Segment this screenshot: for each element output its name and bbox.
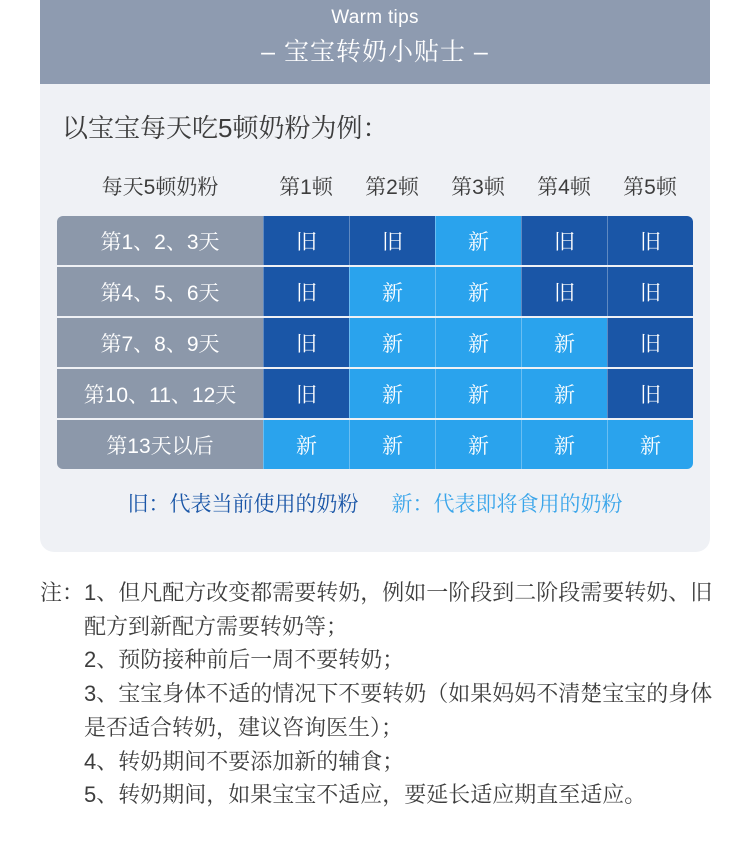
note-item	[84, 576, 712, 643]
note-line: 5、转奶期间，如果宝宝不适应，要延长适应期直至适应。	[84, 782, 647, 808]
feeding-cell: 旧	[607, 318, 693, 367]
column-header-row	[57, 170, 693, 206]
feeding-cell: 旧	[263, 216, 349, 265]
example-caption: 以宝宝每天吃5顿奶粉为例：	[62, 113, 389, 143]
column-header-meal-2: 第2顿	[365, 176, 419, 199]
column-header-meal-5: 第5顿	[623, 176, 677, 199]
header-subtitle-en: Warm tips	[331, 7, 419, 28]
tips-card	[40, 0, 710, 552]
note-line: 是否适合转奶，建议咨询医生）；	[84, 714, 404, 740]
row-label: 第10、11、12天	[57, 369, 263, 418]
note-line: 1、但凡配方改变都需要转奶，例如一阶段到二阶段需要转奶、旧	[84, 580, 713, 605]
feeding-cell: 旧	[263, 267, 349, 316]
card-title: – 宝宝转奶小贴士 –	[261, 38, 489, 66]
feeding-cell: 新	[263, 420, 349, 469]
legend-old: 旧：代表当前使用的奶粉	[127, 493, 359, 516]
legend	[40, 490, 710, 520]
feeding-cell: 新	[435, 369, 521, 418]
row-label: 第1、2、3天	[57, 216, 263, 265]
legend-new: 新：代表即将食用的奶粉	[391, 493, 623, 516]
notes	[40, 576, 712, 812]
row-label: 第13天以后	[57, 420, 263, 469]
feeding-cell: 新	[435, 216, 521, 265]
feeding-cell: 旧	[263, 369, 349, 418]
column-header-meal-4: 第4顿	[537, 176, 591, 199]
feeding-cell: 新	[349, 420, 435, 469]
feeding-cell: 新	[607, 420, 693, 469]
note-item	[84, 677, 712, 744]
feeding-cell: 新	[521, 369, 607, 418]
feeding-cell: 新	[435, 420, 521, 469]
feeding-cell: 旧	[607, 267, 693, 316]
note-item	[84, 643, 712, 677]
schedule-table	[57, 216, 693, 469]
feeding-cell: 旧	[607, 216, 693, 265]
feeding-cell: 新	[435, 267, 521, 316]
feeding-cell: 旧	[521, 216, 607, 265]
note-line: 配方到新配方需要转奶等；	[84, 613, 349, 639]
feeding-cell: 新	[435, 318, 521, 367]
card-header	[40, 0, 710, 84]
column-header-meal-1: 第1顿	[279, 176, 333, 199]
note-line: 4、转奶期间不要添加新的辅食；	[84, 748, 405, 774]
column-header-meal-3: 第3顿	[451, 176, 505, 199]
note-item	[84, 778, 712, 812]
feeding-cell: 旧	[263, 318, 349, 367]
notes-list	[84, 576, 712, 812]
feeding-cell: 旧	[607, 369, 693, 418]
feeding-cell: 旧	[521, 267, 607, 316]
feeding-cell: 旧	[349, 216, 435, 265]
note-line: 3、宝宝身体不适的情况下不要转奶（如果妈妈不清楚宝宝的身体	[84, 681, 713, 707]
feeding-cell: 新	[349, 318, 435, 367]
column-header-corner: 每天5顿奶粉	[101, 176, 219, 199]
note-line: 2、预防接种前后一周不要转奶；	[84, 647, 405, 673]
feeding-cell: 新	[521, 420, 607, 469]
feeding-cell: 新	[349, 267, 435, 316]
row-label: 第4、5、6天	[57, 267, 263, 316]
note-item	[84, 745, 712, 779]
feeding-cell: 新	[521, 318, 607, 367]
row-label: 第7、8、9天	[57, 318, 263, 367]
notes-label: 注：	[40, 580, 85, 605]
feeding-cell: 新	[349, 369, 435, 418]
